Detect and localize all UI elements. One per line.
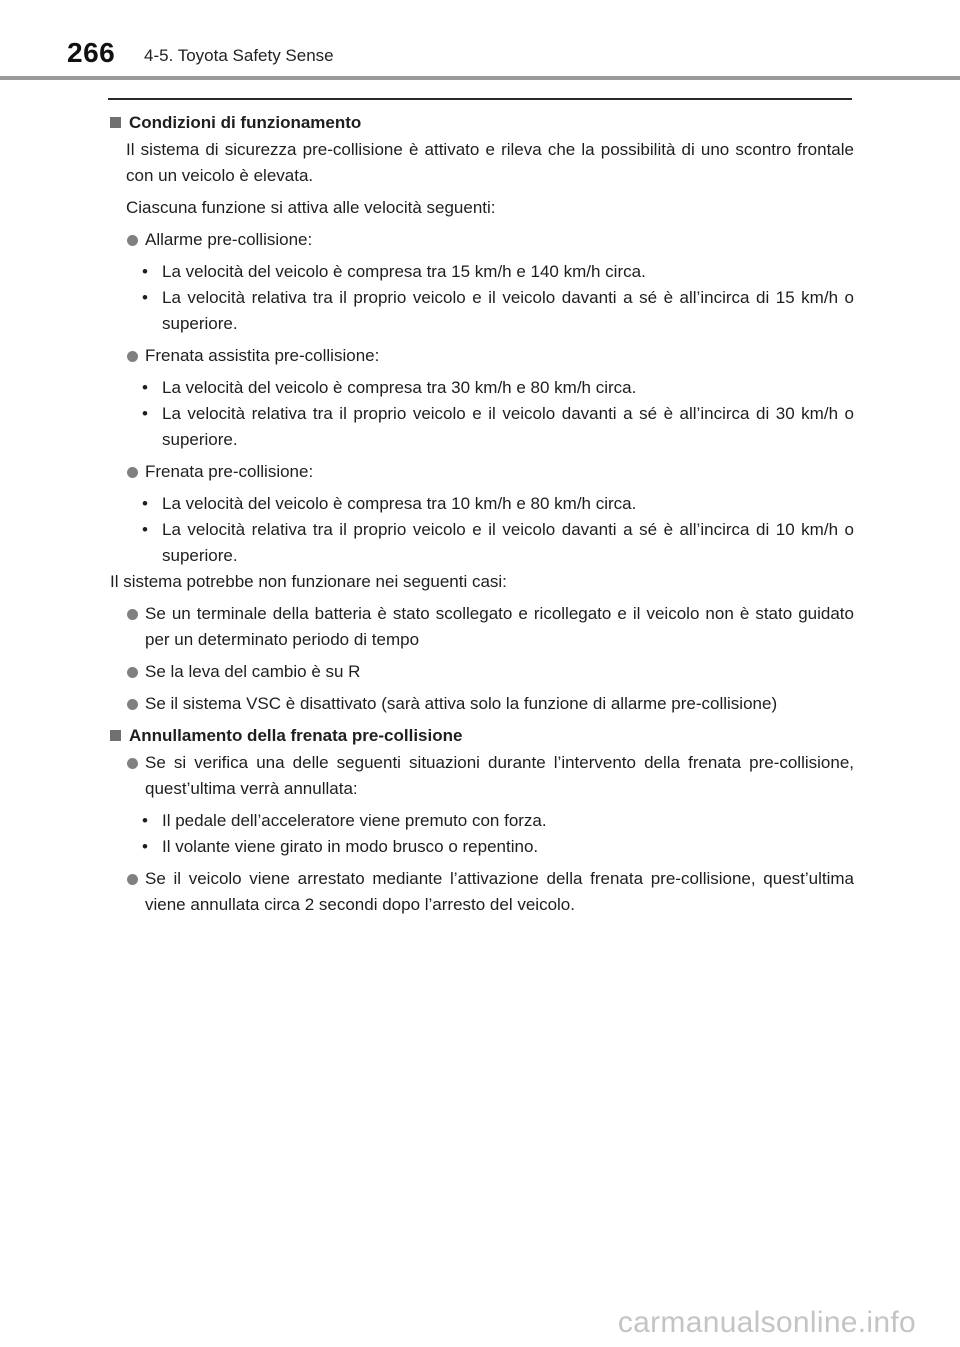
list-item: • La velocità del veicolo è compresa tra 30 km/h e 80 km/h circa.	[142, 378, 637, 397]
square-bullet-icon	[110, 117, 121, 128]
list-item: • La velocità del veicolo è compresa tra 10 km/h e 80 km/h circa.	[142, 494, 637, 513]
list-item: • La velocità relativa tra il proprio veicolo e il veicolo davanti a sé è all’incirca di 15 km/h o superiore.	[142, 288, 854, 333]
round-bullet-icon	[127, 758, 138, 769]
heading-text: Condizioni di funzionamento	[129, 113, 362, 132]
cancellation-conditions-list	[110, 808, 854, 860]
round-bullet-icon	[127, 467, 138, 478]
speed-conditions-list	[110, 259, 854, 337]
list-item: • La velocità relativa tra il proprio veicolo e il veicolo davanti a sé è all’incirca di 30 km/h o superiore.	[142, 404, 854, 449]
function-item-warning	[110, 227, 854, 253]
section-heading-cancellation	[110, 723, 854, 749]
function-label: Allarme pre-collisione:	[145, 230, 313, 249]
round-bullet-icon	[127, 699, 138, 710]
list-item: • Il pedale dell’acceleratore viene premuto con forza.	[142, 811, 547, 830]
function-label: Frenata pre-collisione:	[145, 462, 314, 481]
manual-content	[110, 110, 854, 924]
page-header	[0, 0, 960, 80]
function-label: Frenata assistita pre-collisione:	[145, 346, 380, 365]
section-title: 4-5. Toyota Safety Sense	[144, 46, 334, 65]
limitation-item: Se il sistema VSC è disattivato (sarà attiva solo la funzione di allarme pre-collisione)	[110, 691, 854, 717]
content-divider	[108, 98, 852, 100]
speed-conditions-list	[110, 375, 854, 453]
watermark: carmanualsonline.info	[617, 1306, 916, 1339]
header-divider	[0, 76, 960, 80]
round-bullet-icon	[127, 874, 138, 885]
function-item-brake-assist	[110, 343, 854, 369]
round-bullet-icon	[127, 235, 138, 246]
function-item-braking	[110, 459, 854, 485]
not-working-intro: Il sistema potrebbe non funzionare nei seguenti casi:	[110, 572, 507, 591]
cancellation-item: Se si verifica una delle seguenti situazioni durante l’intervento della frenata pre-collisione, quest’ultima verrà annullata:	[110, 750, 854, 802]
section-heading-operating-conditions	[110, 110, 854, 136]
cancellation-item: Se il veicolo viene arrestato mediante l’attivazione della frenata pre-collisione, quest’ultima viene annullata circa 2 secondi dopo l’arresto del veicolo.	[110, 866, 854, 918]
limitation-item: Se la leva del cambio è su R	[110, 659, 854, 685]
list-item: • La velocità relativa tra il proprio veicolo e il veicolo davanti a sé è all’incirca di 10 km/h o superiore.	[142, 520, 854, 565]
intro-paragraph: Il sistema di sicurezza pre-collisione è attivato e rileva che la possibilità di uno scontro frontale con un veicolo è elevata.	[126, 140, 854, 185]
round-bullet-icon	[127, 667, 138, 678]
list-item: • La velocità del veicolo è compresa tra 15 km/h e 140 km/h circa.	[142, 262, 646, 281]
square-bullet-icon	[110, 730, 121, 741]
page-number: 266	[67, 37, 116, 68]
intro-paragraph: Ciascuna funzione si attiva alle velocità seguenti:	[126, 198, 496, 217]
heading-text: Annullamento della frenata pre-collisione	[129, 726, 463, 745]
speed-conditions-list	[110, 491, 854, 569]
round-bullet-icon	[127, 351, 138, 362]
list-item: • Il volante viene girato in modo brusco o repentino.	[142, 837, 539, 856]
limitation-item: Se un terminale della batteria è stato scollegato e ricollegato e il veicolo non è stato guidato per un determinato periodo di tempo	[110, 601, 854, 653]
round-bullet-icon	[127, 609, 138, 620]
